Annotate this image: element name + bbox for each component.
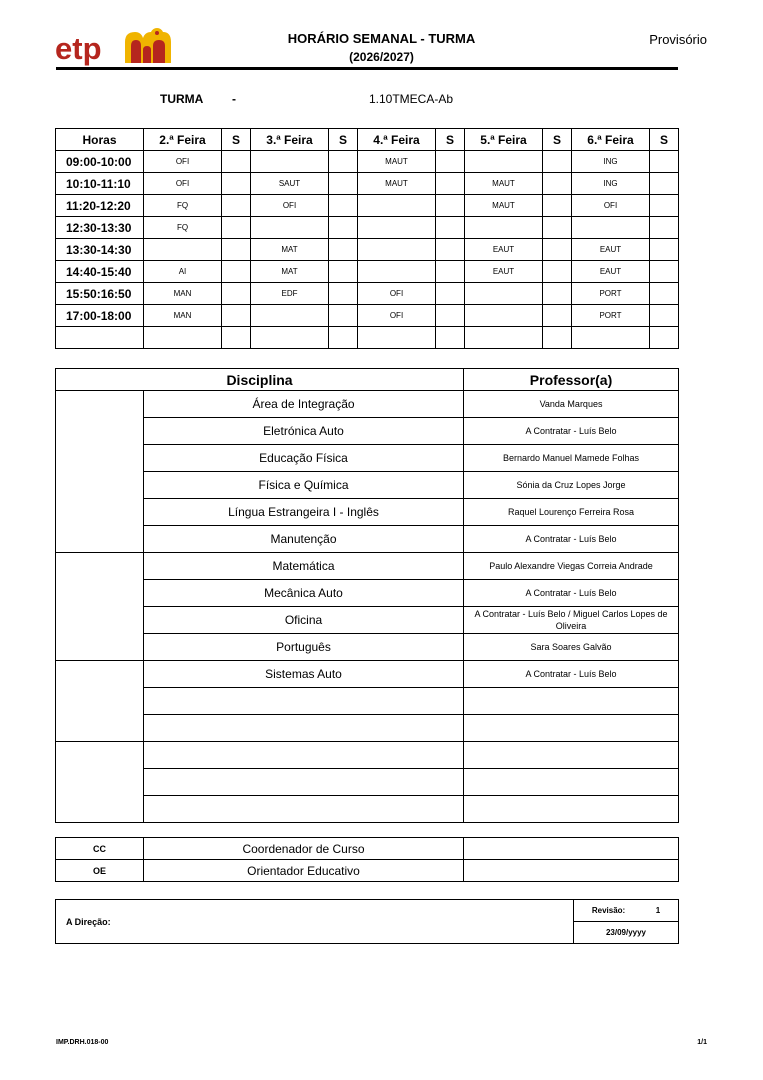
- discipline-name: Física e Química: [144, 472, 464, 499]
- room-cell: [436, 151, 465, 173]
- class-cell: EAUT: [572, 261, 650, 283]
- discipline-group-cell: [56, 553, 144, 661]
- coordination-table: [55, 837, 679, 882]
- room-cell: [543, 283, 572, 305]
- discipline-row: [56, 661, 679, 688]
- col-header-room: S: [329, 129, 358, 151]
- class-cell: MAUT: [358, 173, 436, 195]
- discipline-row: [56, 688, 679, 715]
- discipline-name: Sistemas Auto: [144, 661, 464, 688]
- room-cell: [436, 261, 465, 283]
- discipline-row: [56, 607, 679, 634]
- class-cell: PORT: [572, 305, 650, 327]
- discipline-row: [56, 526, 679, 553]
- schedule-table: [55, 128, 679, 349]
- room-cell: [650, 239, 679, 261]
- col-header-thursday: 5.ª Feira: [465, 129, 543, 151]
- class-cell: OFI: [358, 283, 436, 305]
- room-cell: [329, 217, 358, 239]
- time-slot: 13:30-14:30: [56, 239, 144, 261]
- revision-label: Revisão:: [591, 906, 626, 915]
- discipline-row: [56, 472, 679, 499]
- teacher-name: [464, 688, 679, 715]
- class-cell: [251, 217, 329, 239]
- class-cell: [465, 283, 543, 305]
- class-cell: EAUT: [572, 239, 650, 261]
- room-cell: [329, 283, 358, 305]
- room-cell: [543, 151, 572, 173]
- discipline-row: [56, 445, 679, 472]
- teacher-name: [464, 715, 679, 742]
- discipline-name: Matemática: [144, 553, 464, 580]
- class-cell: [465, 327, 543, 349]
- discipline-group-cell: [56, 661, 144, 742]
- class-cell: [465, 305, 543, 327]
- discipline-row: [56, 418, 679, 445]
- logo-text: etp: [55, 31, 102, 66]
- schedule-row: [56, 283, 679, 305]
- coordination-name: [464, 860, 679, 882]
- discipline-name: Mecânica Auto: [144, 580, 464, 607]
- schedule-row: [56, 151, 679, 173]
- discipline-table: [55, 368, 679, 823]
- page-number: 1/1: [697, 1039, 707, 1046]
- room-cell: [222, 283, 251, 305]
- document-title: HORÁRIO SEMANAL - TURMA: [287, 31, 476, 46]
- class-cell: OFI: [358, 305, 436, 327]
- room-cell: [650, 217, 679, 239]
- schedule-header-row: [56, 129, 679, 151]
- class-cell: MAT: [251, 261, 329, 283]
- class-cell: [572, 217, 650, 239]
- discipline-row: [56, 796, 679, 823]
- room-cell: [436, 283, 465, 305]
- room-cell: [650, 151, 679, 173]
- room-cell: [650, 195, 679, 217]
- coordination-row: [56, 838, 679, 860]
- col-header-tuesday: 3.ª Feira: [251, 129, 329, 151]
- room-cell: [543, 217, 572, 239]
- col-header-room: S: [222, 129, 251, 151]
- time-slot: 17:00-18:00: [56, 305, 144, 327]
- teacher-name: A Contratar - Luís Belo: [464, 580, 679, 607]
- room-cell: [222, 327, 251, 349]
- coordination-code: CC: [56, 838, 144, 860]
- time-slot: 15:50:16:50: [56, 283, 144, 305]
- form-code: IMP.DRH.018-00: [56, 1039, 109, 1046]
- class-cell: AI: [144, 261, 222, 283]
- class-cell: [358, 261, 436, 283]
- discipline-name: Área de Integração: [144, 391, 464, 418]
- discipline-group-cell: [56, 391, 144, 553]
- room-cell: [436, 195, 465, 217]
- room-cell: [329, 173, 358, 195]
- turma-dash: -: [232, 92, 236, 106]
- discipline-row: [56, 499, 679, 526]
- status-label: Provisório: [649, 32, 707, 47]
- class-cell: FQ: [144, 195, 222, 217]
- class-cell: PORT: [572, 283, 650, 305]
- school-year: (2026/2027): [349, 50, 414, 64]
- room-cell: [436, 239, 465, 261]
- class-cell: OFI: [144, 173, 222, 195]
- class-cell: ING: [572, 151, 650, 173]
- room-cell: [436, 173, 465, 195]
- room-cell: [329, 239, 358, 261]
- coordination-name: [464, 838, 679, 860]
- discipline-name: Manutenção: [144, 526, 464, 553]
- discipline-group-cell: [56, 742, 144, 823]
- class-cell: OFI: [251, 195, 329, 217]
- schedule-row: [56, 327, 679, 349]
- schedule-row: [56, 239, 679, 261]
- room-cell: [329, 261, 358, 283]
- time-slot: 11:20-12:20: [56, 195, 144, 217]
- discipline-row: [56, 715, 679, 742]
- discipline-row: [56, 553, 679, 580]
- teacher-name: [464, 742, 679, 769]
- room-cell: [543, 195, 572, 217]
- direction-table: [55, 899, 679, 944]
- discipline-header: Disciplina: [56, 369, 464, 391]
- teacher-name: A Contratar - Luís Belo: [464, 661, 679, 688]
- class-cell: [251, 327, 329, 349]
- teacher-name: [464, 769, 679, 796]
- class-cell: [358, 239, 436, 261]
- room-cell: [650, 173, 679, 195]
- class-cell: MAUT: [465, 195, 543, 217]
- revision-cell: [574, 900, 679, 922]
- coordination-code: OE: [56, 860, 144, 882]
- class-cell: SAUT: [251, 173, 329, 195]
- room-cell: [222, 217, 251, 239]
- time-slot: 12:30-13:30: [56, 217, 144, 239]
- discipline-name: [144, 742, 464, 769]
- discipline-name: [144, 688, 464, 715]
- class-cell: MAUT: [465, 173, 543, 195]
- class-cell: FQ: [144, 217, 222, 239]
- class-cell: OFI: [572, 195, 650, 217]
- discipline-name: Língua Estrangeira I - Inglês: [144, 499, 464, 526]
- room-cell: [650, 261, 679, 283]
- time-slot: [56, 327, 144, 349]
- turma-label: TURMA: [160, 92, 204, 106]
- col-header-friday: 6.ª Feira: [572, 129, 650, 151]
- revision-value: 1: [655, 906, 661, 915]
- revision-date: 23/09/yyyy: [574, 922, 679, 944]
- teacher-name: Sara Soares Galvão: [464, 634, 679, 661]
- class-cell: ING: [572, 173, 650, 195]
- schedule-row: [56, 261, 679, 283]
- class-cell: [465, 151, 543, 173]
- schedule-row: [56, 305, 679, 327]
- room-cell: [222, 239, 251, 261]
- col-header-room: S: [436, 129, 465, 151]
- room-cell: [222, 151, 251, 173]
- discipline-name: Oficina: [144, 607, 464, 634]
- room-cell: [329, 327, 358, 349]
- teacher-name: A Contratar - Luís Belo: [464, 418, 679, 445]
- class-cell: EDF: [251, 283, 329, 305]
- room-cell: [543, 239, 572, 261]
- room-cell: [650, 283, 679, 305]
- discipline-name: [144, 796, 464, 823]
- discipline-name: Eletrónica Auto: [144, 418, 464, 445]
- direction-label: A Direção:: [56, 900, 574, 944]
- class-cell: MAT: [251, 239, 329, 261]
- room-cell: [329, 305, 358, 327]
- teacher-name: Sónia da Cruz Lopes Jorge: [464, 472, 679, 499]
- schedule-row: [56, 173, 679, 195]
- room-cell: [436, 327, 465, 349]
- class-cell: MAN: [144, 305, 222, 327]
- coordination-row: [56, 860, 679, 882]
- class-cell: [144, 327, 222, 349]
- col-header-hours: Horas: [56, 129, 144, 151]
- coordination-role: Coordenador de Curso: [144, 838, 464, 860]
- col-header-room: S: [650, 129, 679, 151]
- room-cell: [222, 195, 251, 217]
- class-cell: [251, 305, 329, 327]
- room-cell: [650, 327, 679, 349]
- coordination-role: Orientador Educativo: [144, 860, 464, 882]
- class-cell: MAUT: [358, 151, 436, 173]
- time-slot: 09:00-10:00: [56, 151, 144, 173]
- class-cell: [572, 327, 650, 349]
- class-cell: [358, 327, 436, 349]
- teacher-header: Professor(a): [464, 369, 679, 391]
- class-cell: MAN: [144, 283, 222, 305]
- discipline-name: Português: [144, 634, 464, 661]
- teacher-name: Bernardo Manuel Mamede Folhas: [464, 445, 679, 472]
- class-cell: [358, 195, 436, 217]
- room-cell: [329, 195, 358, 217]
- room-cell: [543, 327, 572, 349]
- discipline-name: [144, 769, 464, 796]
- room-cell: [222, 305, 251, 327]
- class-cell: [358, 217, 436, 239]
- room-cell: [650, 305, 679, 327]
- class-cell: EAUT: [465, 239, 543, 261]
- schedule-row: [56, 195, 679, 217]
- teacher-name: [464, 796, 679, 823]
- schedule-row: [56, 217, 679, 239]
- turma-value: 1.10TMECA-Ab: [369, 92, 454, 106]
- class-cell: OFI: [144, 151, 222, 173]
- room-cell: [436, 217, 465, 239]
- room-cell: [329, 151, 358, 173]
- room-cell: [436, 305, 465, 327]
- teacher-name: Raquel Lourenço Ferreira Rosa: [464, 499, 679, 526]
- header-divider: [56, 67, 678, 70]
- discipline-row: [56, 634, 679, 661]
- room-cell: [543, 261, 572, 283]
- discipline-row: [56, 391, 679, 418]
- time-slot: 10:10-11:10: [56, 173, 144, 195]
- time-slot: 14:40-15:40: [56, 261, 144, 283]
- teacher-name: A Contratar - Luís Belo: [464, 526, 679, 553]
- teacher-name: Vanda Marques: [464, 391, 679, 418]
- class-cell: [465, 217, 543, 239]
- class-cell: EAUT: [465, 261, 543, 283]
- room-cell: [222, 173, 251, 195]
- room-cell: [543, 173, 572, 195]
- class-cell: [144, 239, 222, 261]
- discipline-row: [56, 769, 679, 796]
- room-cell: [222, 261, 251, 283]
- col-header-monday: 2.ª Feira: [144, 129, 222, 151]
- room-cell: [543, 305, 572, 327]
- discipline-row: [56, 580, 679, 607]
- teacher-name: Paulo Alexandre Viegas Correia Andrade: [464, 553, 679, 580]
- teacher-name: A Contratar - Luís Belo / Miguel Carlos Lopes de Oliveira: [464, 607, 679, 634]
- discipline-row: [56, 742, 679, 769]
- discipline-header-row: [56, 369, 679, 391]
- col-header-room: S: [543, 129, 572, 151]
- discipline-name: [144, 715, 464, 742]
- col-header-wednesday: 4.ª Feira: [358, 129, 436, 151]
- discipline-name: Educação Física: [144, 445, 464, 472]
- class-cell: [251, 151, 329, 173]
